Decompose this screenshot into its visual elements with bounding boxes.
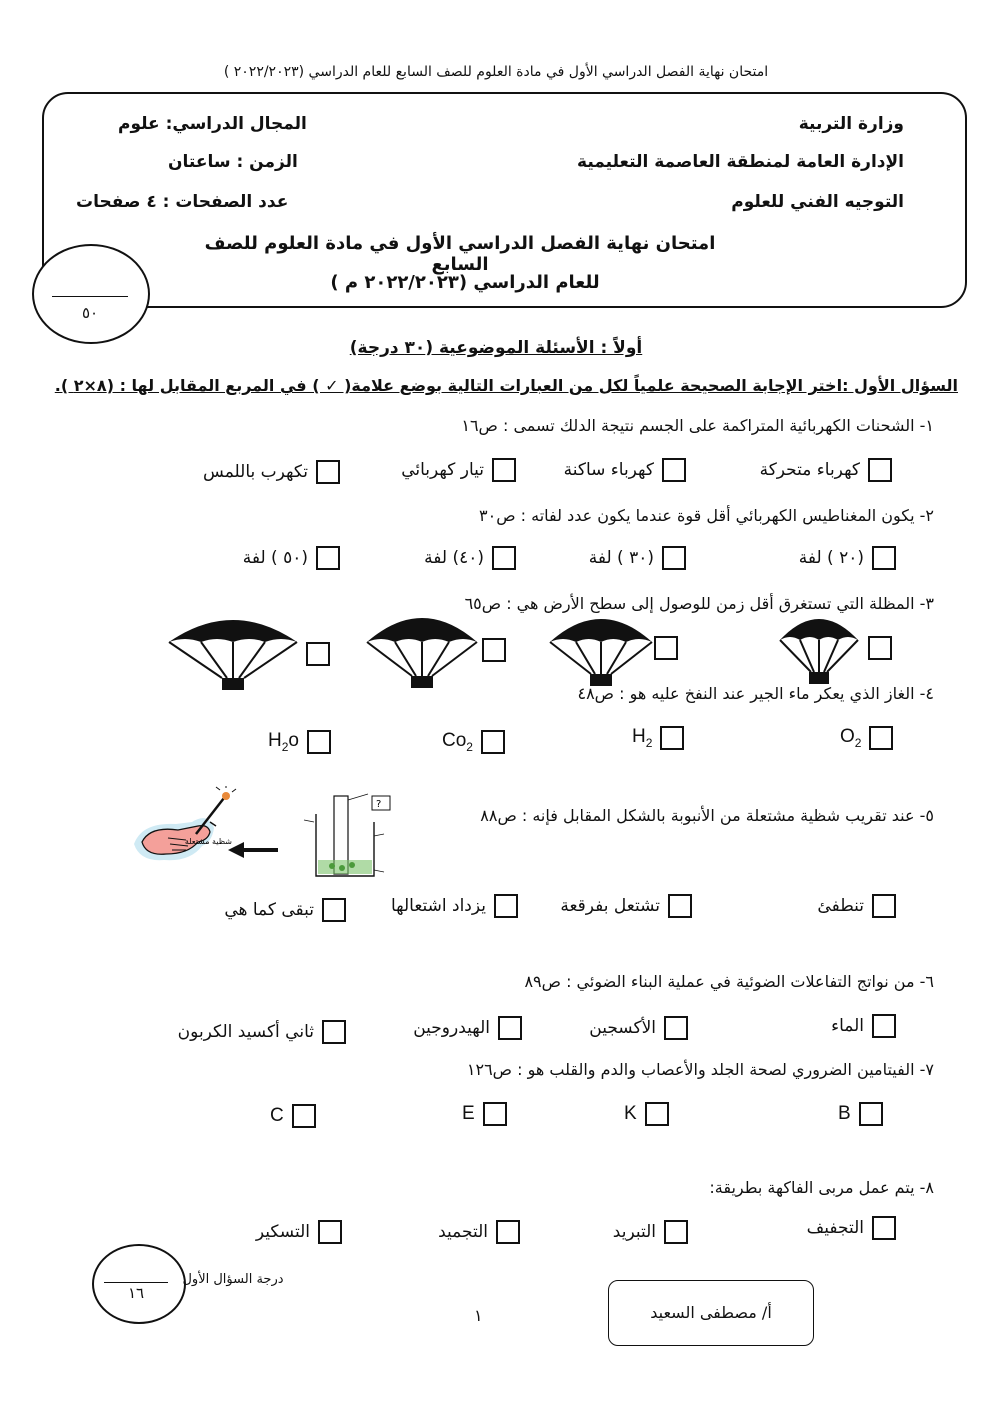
checkbox[interactable] [660, 726, 684, 750]
teacher-name: أ/ مصطفى السعيد [608, 1280, 814, 1346]
option-label: التبريد [612, 1222, 656, 1242]
option-label: كهرباء ساكنة [563, 460, 654, 480]
instruction: السؤال الأول :اختر الإجابة الصحيحة علمياً لكل من العبارات التالية بوضع علامة( ✓ ) في المربع المقابل لها : (٨×٢ ). [54, 376, 958, 395]
q2-option-2[interactable] [589, 546, 686, 570]
option-label: E [462, 1103, 475, 1124]
checkbox[interactable] [494, 894, 518, 918]
q3-checkbox-2[interactable] [654, 636, 678, 660]
checkbox[interactable] [322, 1020, 346, 1044]
supervision: التوجيه الفني للعلوم [731, 192, 904, 212]
parachute-medium-icon [546, 606, 656, 690]
q5-option-4[interactable] [224, 898, 346, 922]
q2-option-3[interactable] [424, 546, 516, 570]
checkbox[interactable] [492, 546, 516, 570]
question-mark-label: ? [376, 799, 382, 810]
q1-option-1[interactable] [760, 458, 892, 482]
q6-option-2[interactable] [589, 1016, 688, 1040]
q3-checkbox-3[interactable] [482, 638, 506, 662]
checkbox[interactable] [292, 1104, 316, 1128]
option-label: تيار كهربائي [401, 460, 484, 480]
q7-option-4[interactable] [270, 1104, 316, 1128]
q5-option-3[interactable] [391, 894, 518, 918]
score-line [52, 296, 128, 297]
q4-option-1[interactable] [840, 726, 893, 750]
field: المجال الدراسي: علوم [118, 114, 307, 134]
checkbox[interactable] [307, 730, 331, 754]
q5-option-2[interactable] [560, 894, 692, 918]
option-label: $H_2$ [632, 726, 653, 750]
q7-option-2[interactable] [624, 1102, 669, 1126]
question-2: ٢- يكون المغناطيس الكهربائي أقل قوة عندما يكون عدد لفاته : ص٣٠ [479, 506, 934, 525]
option-label: (٥٠ ) لفة [242, 548, 308, 568]
q3-checkbox-4[interactable] [306, 642, 330, 666]
option-label: تكهرب باللمس [203, 462, 308, 482]
question-1: ١- الشحنات الكهربائية المتراكمة على الجسم نتيجة الدلك تسمى : ص١٦ [461, 416, 934, 435]
q7-option-3[interactable] [462, 1102, 507, 1126]
time: الزمن : ساعتان [168, 152, 298, 172]
option-label: التسكير [255, 1222, 310, 1242]
option-label: $Co_2$ [442, 730, 473, 754]
option-label: التجفيف [806, 1218, 864, 1238]
section-title: أولاً : الأسئلة الموضوعية (٣٠ درجة) [349, 338, 643, 358]
option-label: كهرباء متحركة [759, 460, 860, 480]
parachute-large-icon [364, 606, 480, 690]
question-7: ٧- الفيتامين الضروري لصحة الجلد والأعصاب والدم والقلب هو : ص١٢٦ [466, 1060, 934, 1079]
pages-count: عدد الصفحات : ٤ صفحات [76, 192, 289, 212]
checkbox[interactable] [664, 1016, 688, 1040]
checkbox[interactable] [645, 1102, 669, 1126]
checkbox[interactable] [318, 1220, 342, 1244]
option-label: (٢٠ ) لفة [798, 548, 864, 568]
checkbox[interactable] [481, 730, 505, 754]
total-score: ٥٠ [81, 304, 99, 322]
checkbox[interactable] [668, 894, 692, 918]
ministry: وزارة التربية [798, 114, 904, 134]
q6-option-3[interactable] [413, 1016, 522, 1040]
checkbox[interactable] [662, 458, 686, 482]
checkbox[interactable] [859, 1102, 883, 1126]
checkbox[interactable] [664, 1220, 688, 1244]
option-label: التجميد [438, 1222, 488, 1242]
question-3: ٣- المظلة التي تستغرق أقل زمن للوصول إلى سطح الأرض هي : ص٦٥ [464, 594, 934, 613]
q5-option-1[interactable] [817, 894, 896, 918]
directorate: الإدارة العامة لمنطقة العاصمة التعليمية [577, 152, 904, 172]
q1-option-2[interactable] [564, 458, 686, 482]
question-5: ٥- عند تقريب شظية مشتعلة من الأنبوبة بالشكل المقابل فإنه : ص٨٨ [480, 806, 934, 825]
checkbox[interactable] [492, 458, 516, 482]
option-label: الماء [831, 1016, 864, 1036]
q1-score: ١٦ [127, 1284, 145, 1302]
option-label: C [270, 1105, 284, 1126]
checkbox[interactable] [498, 1016, 522, 1040]
parachute-small-icon [774, 606, 864, 688]
q6-option-1[interactable] [831, 1014, 896, 1038]
q2-option-1[interactable] [799, 546, 896, 570]
option-label: تبقى كما هي [224, 900, 314, 920]
page-number: ١ [474, 1306, 483, 1325]
option-label: $O_2$ [840, 726, 862, 750]
test-tube-figure [128, 786, 402, 890]
checkbox[interactable] [316, 460, 340, 484]
q2-option-4[interactable] [243, 546, 340, 570]
total-score-circle [32, 244, 150, 344]
option-label: $H_2o$ [268, 730, 299, 754]
q4-option-3[interactable] [442, 730, 505, 754]
option-label: ثاني أكسيد الكربون [177, 1022, 314, 1042]
question-4: ٤- الغاز الذي يعكر ماء الجير عند النفخ عليه هو : ص٤٨ [577, 684, 934, 703]
option-label: (٤٠) لفة [424, 548, 484, 568]
option-label: B [838, 1103, 851, 1124]
q1-score-label: درجة السؤال الأول [182, 1272, 284, 1287]
question-6: ٦- من نواتج التفاعلات الضوئية في عملية البناء الضوئي : ص٨٩ [524, 972, 934, 991]
option-label: يزداد اشتعالها [390, 896, 486, 916]
option-label: الأكسجين [589, 1018, 656, 1038]
option-label: تشتعل بفرقعة [560, 896, 660, 916]
q1-option-3[interactable] [401, 458, 516, 482]
q8-option-1[interactable] [807, 1216, 896, 1240]
checkbox[interactable] [868, 458, 892, 482]
checkbox[interactable] [316, 546, 340, 570]
q6-option-4[interactable] [178, 1020, 346, 1044]
top-title: امتحان نهاية الفصل الدراسي الأول في مادة العلوم للصف السابع للعام الدراسي (٢٠٢٢/٢٠٢٣ ) [223, 64, 769, 80]
checkbox[interactable] [869, 726, 893, 750]
burning-splint-label: شظية مشتعلة [184, 837, 232, 846]
checkbox[interactable] [662, 546, 686, 570]
q7-option-1[interactable] [838, 1102, 883, 1126]
option-label: تنطفئ [817, 896, 864, 916]
exam-title: امتحان نهاية الفصل الدراسي الأول في مادة العلوم للصف السابع [204, 233, 716, 275]
option-label: الهيدروجين [413, 1018, 490, 1038]
checkbox[interactable] [872, 546, 896, 570]
checkbox[interactable] [496, 1220, 520, 1244]
parachute-xlarge-icon [166, 608, 300, 692]
q8-option-2[interactable] [613, 1220, 688, 1244]
checkbox[interactable] [483, 1102, 507, 1126]
option-label: (٣٠ ) لفة [588, 548, 654, 568]
checkbox[interactable] [872, 1014, 896, 1038]
academic-year: للعام الدراسي (٢٠٢٢/٢٠٢٣ م ) [330, 272, 600, 293]
checkbox[interactable] [872, 894, 896, 918]
q1-score-line [104, 1282, 168, 1283]
q4-option-2[interactable] [632, 726, 684, 750]
q3-checkbox-1[interactable] [868, 636, 892, 660]
checkbox[interactable] [322, 898, 346, 922]
checkbox[interactable] [872, 1216, 896, 1240]
option-label: K [624, 1103, 637, 1124]
q1-option-4[interactable] [203, 460, 340, 484]
q4-option-4[interactable] [268, 730, 331, 754]
question-8: ٨- يتم عمل مربى الفاكهة بطريقة: [709, 1178, 934, 1197]
q8-option-3[interactable] [438, 1220, 520, 1244]
q8-option-4[interactable] [256, 1220, 342, 1244]
